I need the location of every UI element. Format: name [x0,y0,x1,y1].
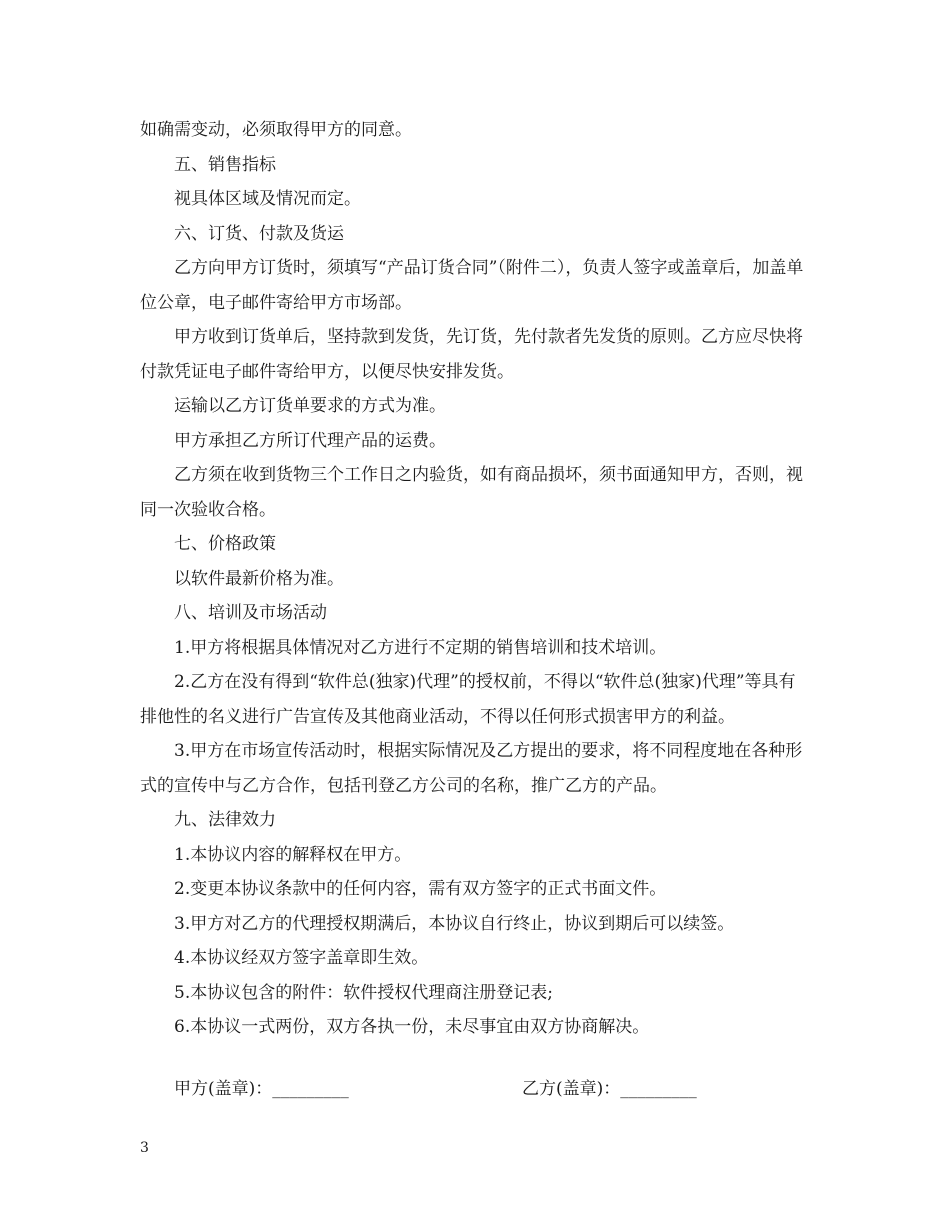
paragraph: 九、法律效力 [174,810,276,830]
paragraph: 乙方须在收到货物三个工作日之内验货，如有商品损坏，须书面通知甲方，否则，视同一次验收合格。 [140,465,803,520]
paragraph: 5.本协议包含的附件：软件授权代理商注册登记表; [174,982,553,1003]
paragraph: 2.变更本协议条款中的任何内容，需有双方签字的正式书面文件。 [174,879,667,899]
signature-line [140,1072,812,1106]
paragraph: 甲方收到订货单后，坚持款到发货，先订货，先付款者先发货的原则。乙方应尽快将付款凭证电子邮件寄给甲方，以便尽快安排发货。 [140,327,803,382]
paragraph: 3.甲方对乙方的代理授权期满后，本协议自行终止，协议到期后可以续签。 [174,913,735,934]
paragraph: 如确需变动，必须取得甲方的同意。 [140,120,412,140]
paragraph: 1.甲方将根据具体情况对乙方进行不定期的销售培训和技术培训。 [174,637,667,658]
paragraph: 运输以乙方订货单要求的方式为准。 [174,396,446,416]
page-number: 3 [140,1140,149,1156]
party-a-signature: 甲方(盖章)：_________ [174,1079,349,1099]
paragraph: 4.本协议经双方签字盖章即生效。 [174,948,429,968]
paragraph: 七、价格政策 [174,534,276,554]
paragraph: 6.本协议一式两份，双方各执一份，未尽事宜由双方协商解决。 [174,1017,650,1037]
paragraph: 2.乙方在没有得到“软件总(独家)代理”的授权前，不得以“软件总(独家)代理”等具有排他性的名义进行广告宣传及其他商业活动，不得以任何形式损害甲方的利益。 [140,672,796,727]
document-body [140,113,812,1045]
paragraph: 五、销售指标 [174,154,276,175]
paragraph: 六、订货、付款及货运 [174,223,344,244]
party-b-signature: 乙方(盖章)：_________ [522,1079,697,1099]
paragraph: 3.甲方在市场宣传活动时，根据实际情况及乙方提出的要求，将不同程度地在各种形式的宣传中与乙方合作，包括刊登乙方公司的名称，推广乙方的产品。 [140,741,803,796]
paragraph: 1.本协议内容的解释权在甲方。 [174,844,412,865]
paragraph: 甲方承担乙方所订代理产品的运费。 [174,430,446,451]
paragraph: 乙方向甲方订货时，须填写“产品订货合同”（附件二），负责人签字或盖章后，加盖单位公章，电子邮件寄给甲方市场部。 [140,258,804,313]
paragraph: 视具体区域及情况而定。 [174,189,361,209]
paragraph: 以软件最新价格为准。 [174,568,344,589]
paragraph: 八、培训及市场活动 [174,603,327,623]
